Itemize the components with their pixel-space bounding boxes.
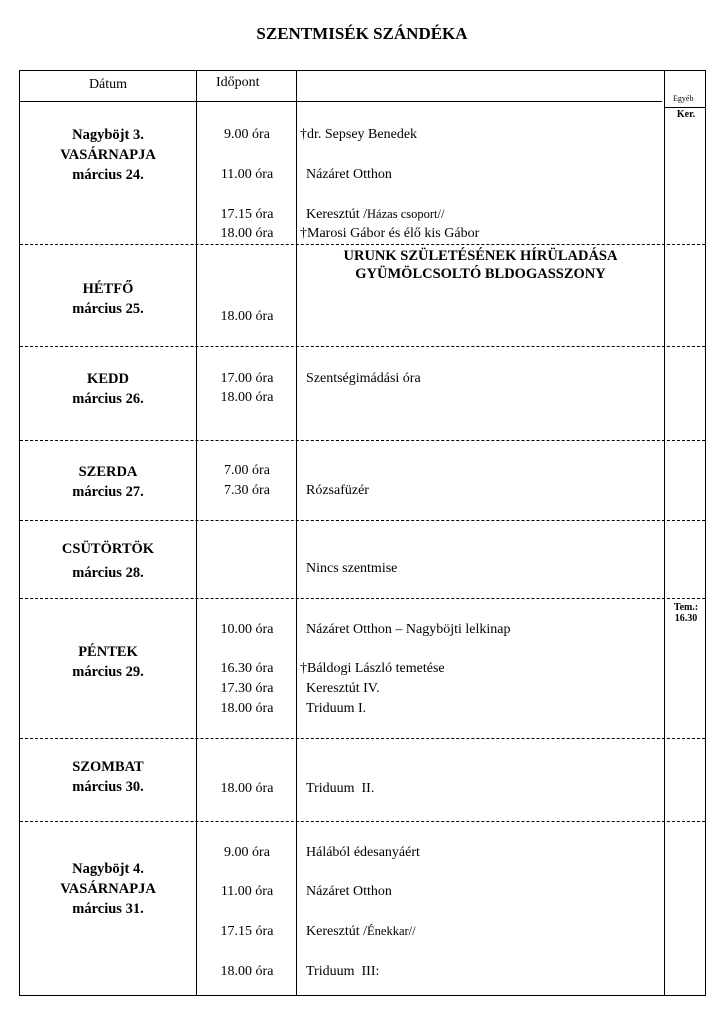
mass-time: 17.15 óra [220, 207, 274, 222]
row-divider [20, 244, 705, 245]
mass-intention: Szentségimádási óra [306, 371, 421, 386]
mass-time: 18.00 óra [220, 226, 274, 241]
row-divider [20, 440, 705, 441]
row-divider [20, 520, 705, 521]
column-divider [296, 71, 297, 995]
mass-time: 10.00 óra [220, 622, 274, 637]
column-divider [664, 71, 665, 995]
feast-title: URUNK SZÜLETÉSÉNEK HÍRÜLADÁSA GYÜMÖLCSOLTÓ BLDOGASSZONY [343, 248, 618, 282]
day-cell: CSÜTÖRTÖK március 28. [61, 541, 155, 581]
header-divider [664, 107, 705, 108]
mass-intention: Triduum II. [306, 781, 375, 796]
day-cell: HÉTFŐ március 25. [72, 281, 144, 317]
mass-intention: Názáret Otthon – Nagyböjti lelkinap [306, 622, 511, 637]
row-divider [20, 821, 705, 822]
mass-intention: Názáret Otthon [306, 167, 392, 182]
mass-time: 7.30 óra [224, 483, 270, 498]
day-cell: SZERDA március 27. [72, 464, 144, 500]
header-date: Dátum [88, 77, 128, 92]
mass-intention: Keresztút /Házas csoport// [306, 207, 445, 222]
mass-intention: Triduum III: [306, 964, 380, 979]
mass-intention: Názáret Otthon [306, 884, 392, 899]
mass-time: 9.00 óra [224, 845, 270, 860]
column-divider [196, 71, 197, 995]
mass-time: 17.30 óra [220, 681, 274, 696]
day-cell: Nagyböjt 4. VASÁRNAPJA március 31. [60, 861, 156, 917]
mass-time: 18.00 óra [220, 701, 274, 716]
header-time: Időpont [216, 75, 260, 90]
mass-time: 9.00 óra [224, 127, 270, 142]
day-cell: KEDD március 26. [72, 371, 144, 407]
mass-time: 18.00 óra [220, 309, 274, 324]
mass-intention: †Marosi Gábor és élő kis Gábor [300, 226, 480, 241]
mass-time: 18.00 óra [220, 964, 274, 979]
row-divider [20, 346, 705, 347]
day-cell: Nagyböjt 3. VASÁRNAPJA március 24. [60, 127, 156, 183]
day-cell: SZOMBAT március 30. [72, 759, 144, 795]
mass-intention: †Báldogi László temetése [300, 661, 445, 676]
mass-time: 11.00 óra [220, 167, 274, 182]
other-note: Ker. [676, 109, 696, 120]
other-note: Tem.: 16.30 [673, 602, 699, 624]
mass-intention: Keresztút /Énekkar// [306, 924, 416, 939]
mass-time: 17.15 óra [220, 924, 274, 939]
mass-time: 17.00 óra [220, 371, 274, 386]
mass-time: 11.00 óra [220, 884, 274, 899]
row-divider [20, 598, 705, 599]
mass-time: 7.00 óra [224, 463, 270, 478]
header-divider [20, 101, 662, 102]
mass-time: 18.00 óra [220, 781, 274, 796]
mass-time: 16.30 óra [220, 661, 274, 676]
mass-time: 18.00 óra [220, 390, 274, 405]
header-other: Egyéb [673, 94, 694, 103]
mass-intention: Keresztút IV. [306, 681, 380, 696]
row-divider [20, 738, 705, 739]
mass-intention: Triduum I. [306, 701, 367, 716]
mass-intention: Hálából édesanyáért [306, 845, 420, 860]
schedule-table [19, 70, 706, 996]
page-title: SZENTMISÉK SZÁNDÉKA [256, 24, 468, 43]
mass-intention: †dr. Sepsey Benedek [300, 127, 418, 142]
mass-intention: Rózsafüzér [306, 483, 369, 498]
mass-intention: Nincs szentmise [306, 561, 398, 576]
day-cell: PÉNTEK március 29. [72, 644, 144, 680]
